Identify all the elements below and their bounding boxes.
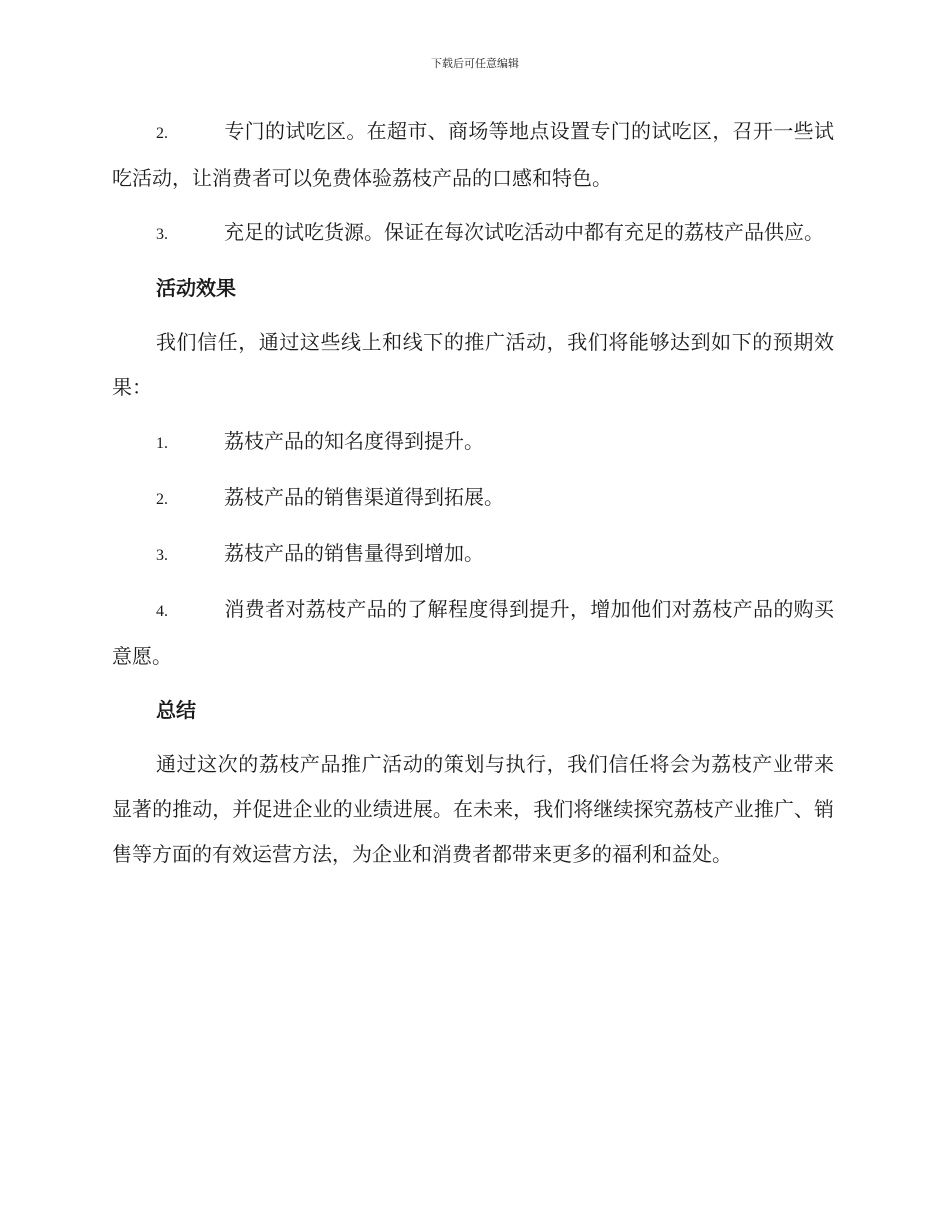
list-item: [112, 475, 834, 522]
effect-intro-paragraph: 我们信任，通过这些线上和线下的推广活动，我们将能够达到如下的预期效果：: [112, 330, 834, 399]
list-number: 4.: [156, 603, 168, 620]
list-number: 3.: [156, 547, 168, 564]
list-number: 1.: [156, 435, 168, 452]
list-text: 荔枝产品的销售量得到增加。: [224, 541, 484, 565]
list-item: [112, 587, 834, 679]
list-item: [112, 531, 834, 578]
list-number: 3.: [156, 226, 168, 243]
list-item: [112, 109, 834, 201]
list-item: [112, 210, 834, 257]
list-number: 2.: [156, 125, 168, 142]
list-text: 荔枝产品的知名度得到提升。: [224, 429, 484, 453]
header-note: 下载后可任意编辑: [431, 57, 519, 70]
document-body: [112, 109, 834, 886]
list-text: 消费者对荔枝产品的了解程度得到提升，增加他们对荔枝产品的购买意愿。: [112, 597, 834, 668]
list-number: 2.: [156, 491, 168, 508]
list-text: 荔枝产品的销售渠道得到拓展。: [224, 485, 504, 509]
section-heading-effect: 活动效果: [156, 276, 236, 300]
list-text: 充足的试吃货源。保证在每次试吃活动中都有充足的荔枝产品供应。: [224, 220, 824, 244]
summary-paragraph: 通过这次的荔枝产品推广活动的策划与执行，我们信任将会为荔枝产业带来显著的推动，并促进企业的业绩进展。在未来，我们将继续探究荔枝产业推广、销售等方面的有效运营方法，为企业和消费者都带来更多的福利和益处。: [112, 752, 834, 866]
list-text: 专门的试吃区。在超市、商场等地点设置专门的试吃区，召开一些试吃活动，让消费者可以免费体验荔枝产品的口感和特色。: [112, 119, 834, 190]
section-heading-summary: 总结: [156, 698, 196, 722]
list-item: [112, 419, 834, 466]
